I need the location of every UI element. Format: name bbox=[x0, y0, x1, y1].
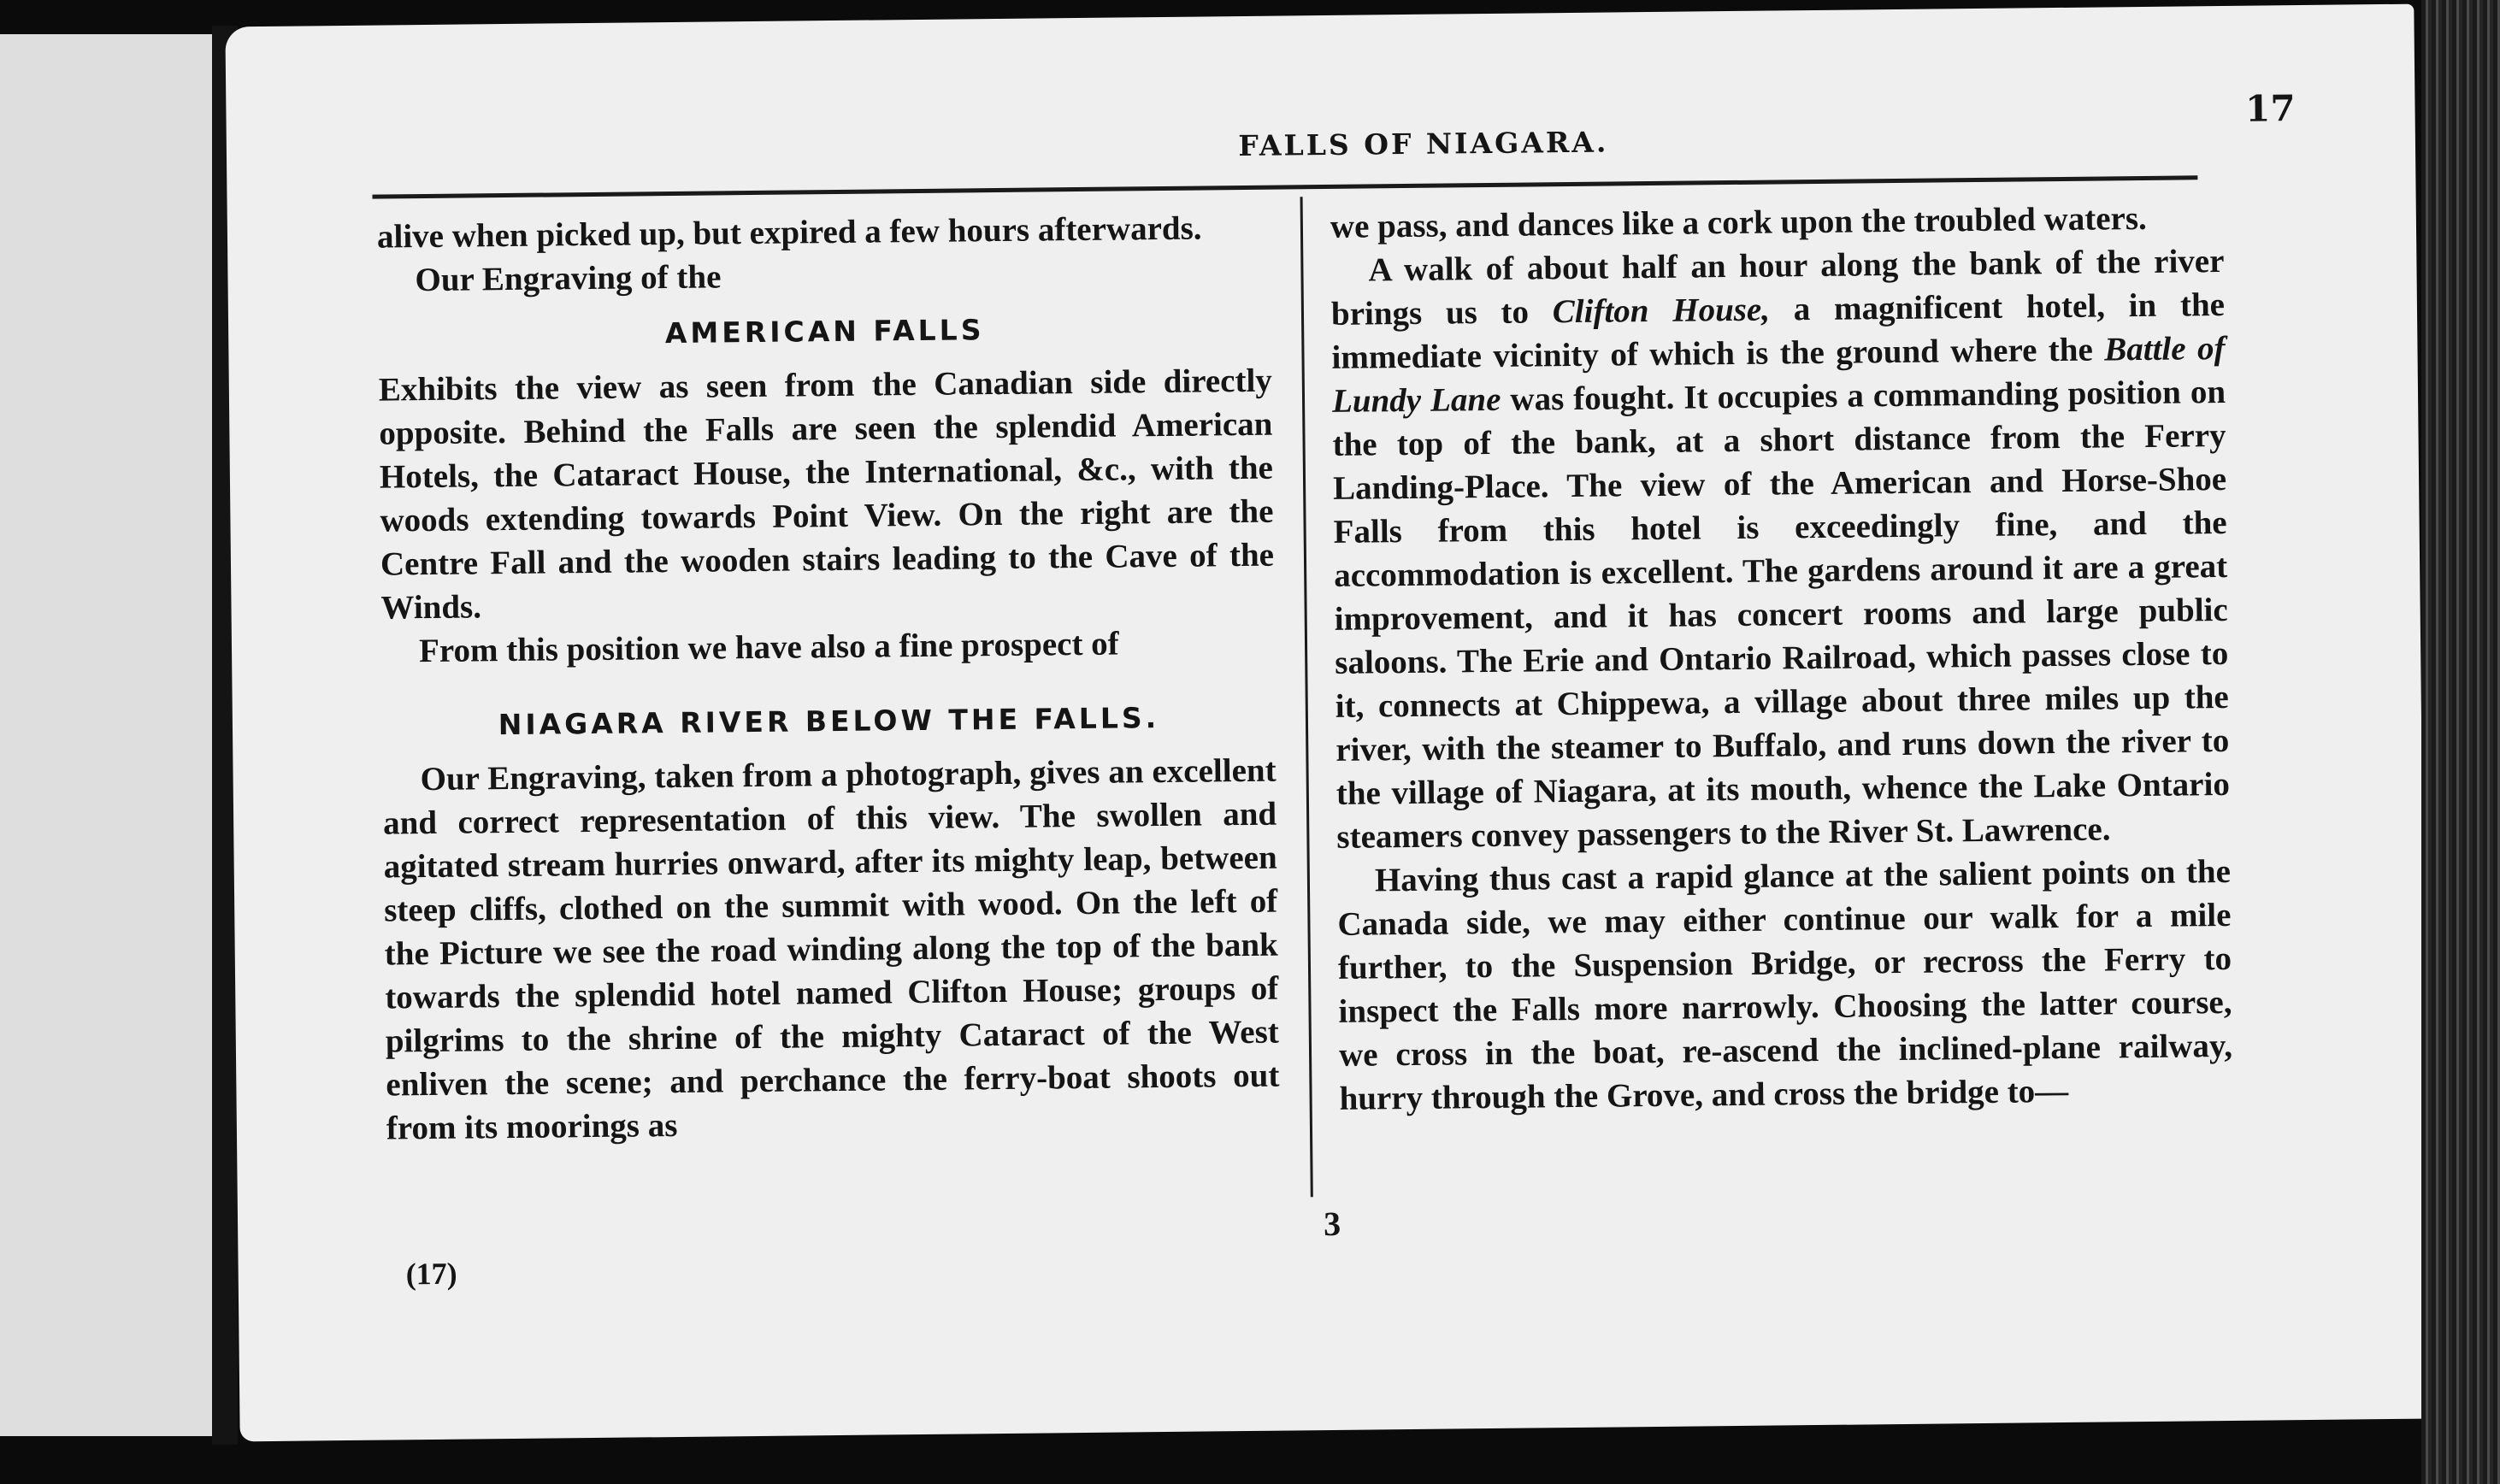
paragraph: Having thus cast a rapid glance at the salient points on the Canada side, we may either continue our walk for a mile further, to the Suspension Bridge, or recross the Ferry to inspect the Falls more narrowly. Choosing the latter course, we cross in the boat, re-ascend the inclined-plane railway, hurry through the Grove, and cross the bridge to— bbox=[1337, 852, 2233, 1117]
text-run: A walk of about half an hour along the bank of the river brings us to bbox=[1330, 242, 2225, 333]
text-run: a magnificent hotel, in the immediate vicinity of which is the ground where the bbox=[1331, 286, 2226, 376]
bottom-page-number: (17) bbox=[405, 1256, 457, 1292]
page-block-edge bbox=[2421, 0, 2500, 1484]
signature-mark: 3 bbox=[1323, 1204, 1341, 1244]
header-rule bbox=[372, 175, 2197, 198]
section-heading: AMERICAN FALLS bbox=[664, 313, 985, 350]
text-run: was fought. It occupies a commanding position on the top of the bank, at a short distance from the Ferry Landing-Place. The view of the American and Horse-Shoe Falls from this hotel is exceedingly fine, and the accommodation is excellent. The gardens around it are a great improvement, and it has concert rooms and large public saloons. The Erie and Ontario Railroad, which passes close to it, connects at Chippewa, a village about three miles up the river, with the steamer to Buffalo, and runs down the river to the village of Niagara, at its mouth, whence the Lake Ontario steamers convey passengers to the River St. Lawrence. bbox=[1332, 373, 2231, 856]
facing-page-edge bbox=[0, 34, 217, 1436]
right-column bbox=[1330, 196, 2233, 1121]
page-number: 17 bbox=[2244, 87, 2296, 130]
paragraph: Our Engraving, taken from a photograph, gives an excellent and correct representation of this view. The swollen and agitated stream hurries onward, after its mighty leap, between steep cliffs, clothed on the summit with wood. On the left of the Picture we see the road winding along the top of the bank towards the splendid hotel named Clifton House; groups of pilgrims to the shrine of the mighty Cataract of the West enliven the scene; and perchance the ferry-boat shoots out from its moorings as bbox=[382, 751, 1280, 1147]
section-heading: NIAGARA RIVER BELOW THE FALLS. bbox=[498, 701, 1160, 742]
book-page bbox=[225, 4, 2428, 1442]
column-rule bbox=[1300, 197, 1313, 1197]
paragraph bbox=[1330, 239, 2230, 859]
italic-place-name: Battle of Lundy Lane bbox=[1331, 329, 2226, 420]
paragraph: From this position we have also a fine prospect of bbox=[418, 625, 1119, 670]
italic-place-name: Clifton House, bbox=[1552, 291, 1771, 331]
paragraph: alive when picked up, but expired a few hours afterwards. bbox=[376, 209, 1202, 256]
left-column bbox=[377, 206, 1280, 1151]
paragraph: Exhibits the view as seen from the Canadian side directly opposite. Behind the Falls are seen the splendid American Hotels, the Cataract House, the International, &c., with the woods extending towards Point View. On the right are the Centre Fall and the wooden stairs leading to the Cave of the Winds. bbox=[378, 362, 1275, 627]
paragraph: we pass, and dances like a cork upon the troubled waters. bbox=[1330, 199, 2147, 245]
running-head: FALLS OF NIAGARA. bbox=[1238, 125, 1609, 163]
paragraph: Our Engraving of the bbox=[415, 258, 722, 299]
